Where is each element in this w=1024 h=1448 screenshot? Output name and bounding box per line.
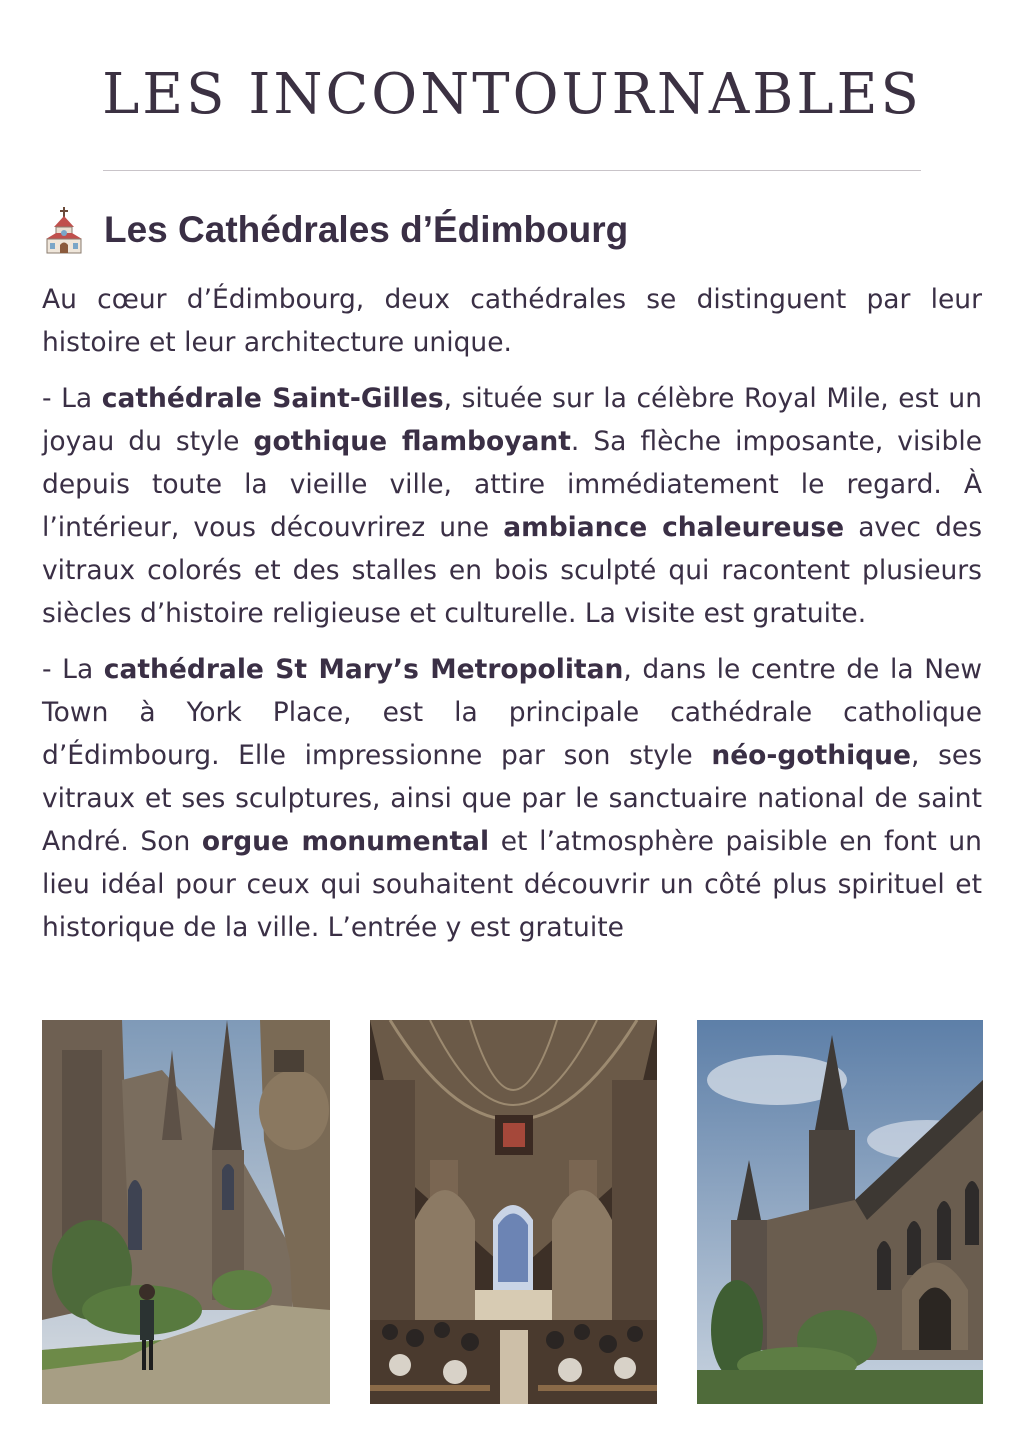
- text-run: , ses vitraux et ses sculptures, ainsi que par le sanctuaire national de saint André. Son: [42, 740, 982, 857]
- st-marys-exterior-photo: [697, 1020, 983, 1404]
- bold-run: cathédrale Saint-Gilles: [101, 383, 444, 414]
- text-run: - La: [42, 383, 102, 414]
- bold-run: gothique flamboyant: [253, 426, 571, 457]
- page-title: LES INCONTOURNABLES: [102, 62, 922, 127]
- text-run: - La: [42, 654, 104, 685]
- bold-run: cathédrale St Mary’s Metropolitan: [103, 654, 624, 685]
- article-body: [42, 278, 982, 962]
- text-run: , située sur la célèbre Royal Mile, est un joyau du style: [42, 383, 982, 457]
- cathedral-interior-photo: [370, 1020, 657, 1404]
- saint-gilles-paragraph: [42, 377, 982, 635]
- text-run: avec des vitraux colorés et des stalles en bois sculpté qui racontent plusieurs siècles d’histoire religieuse et culturelle. La visite est gratuite.: [42, 512, 982, 629]
- section-title: Les Cathédrales d’Édimbourg: [104, 209, 629, 250]
- text-run: , dans le centre de la New Town à York Place, est la principale cathédrale catholique d’Édimbourg. Elle impressionne par son style: [42, 654, 982, 771]
- text-run: . Sa flèche imposante, visible depuis toute la vieille ville, attire immédiatement le regard. À l’intérieur, vous découvrirez une: [42, 426, 982, 543]
- st-marys-paragraph: [42, 648, 982, 949]
- section-heading: [42, 200, 628, 260]
- bold-run: ambiance chaleureuse: [503, 512, 845, 543]
- intro-paragraph: Au cœur d’Édimbourg, deux cathédrales se distinguent par leur histoire et leur architecture unique.: [42, 284, 982, 358]
- title-divider: [103, 170, 921, 171]
- bold-run: néo-gothique: [711, 740, 911, 771]
- cathedral-exterior-path-photo: [42, 1020, 330, 1404]
- text-run: et l’atmosphère paisible en font un lieu idéal pour ceux qui souhaitent découvrir un côté plus spirituel et historique de la ville. L’entrée y est gratuite: [42, 826, 982, 943]
- bold-run: orgue monumental: [201, 826, 490, 857]
- church-icon: [42, 205, 86, 255]
